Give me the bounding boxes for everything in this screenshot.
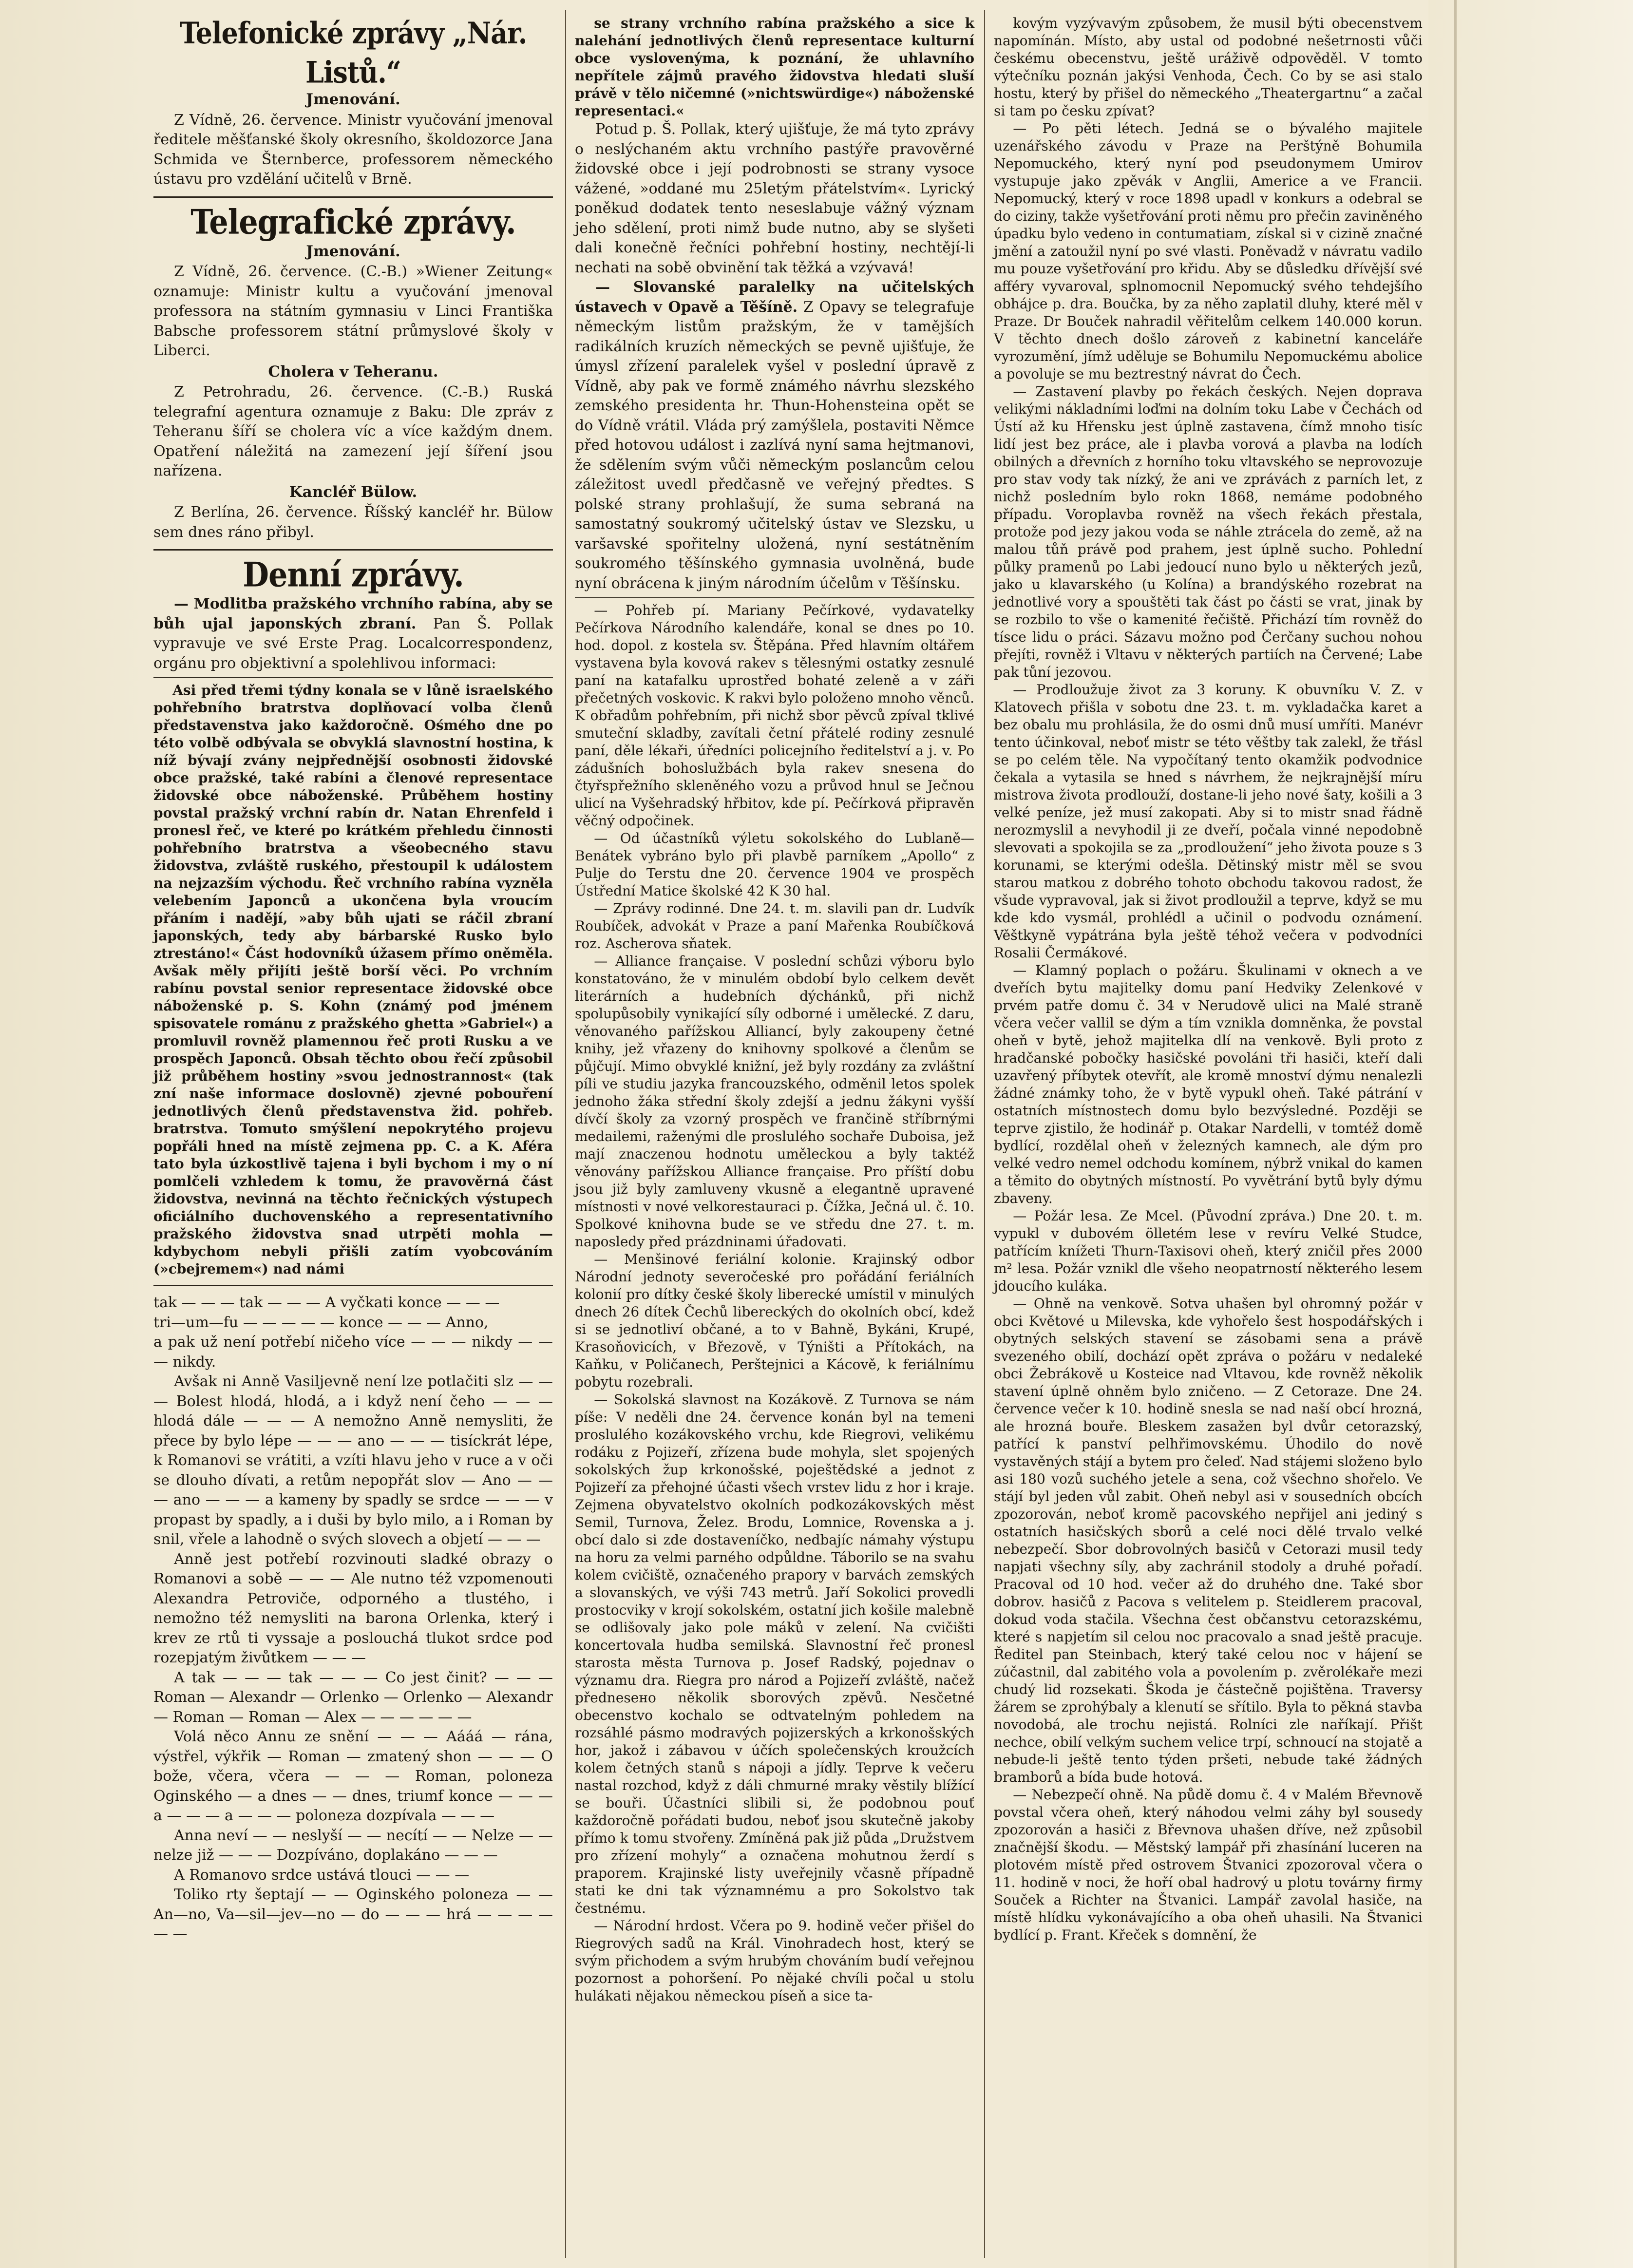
feuilleton-divider [153,1285,553,1286]
holiday-colonies-article: — Menšinové feriální kolonie. Krajinský odbor Národní jednoty severočeské pro pořádání feriálních kolonií pro dítky české školy liberecké umístil v minulých dnech 26 dítek Čechů libereckých do okolních obcí, kdež si se jednotliví občané, a to v Bahně, Bykáni, Krupé, Krasoňovicích, v Březově, v Týništi a Přítokách, na Kaňku, v Poličanech, Perštejnici a Kácově, k feriálnímu pobytu rozebrali. [575,1251,974,1390]
feuilleton-paragraph: A Romanovo srdce ustává tlouci — — — [174,1866,470,1884]
river-shipping-article: — Zastavení plavby po řekách českých. Nejen doprava velikými nákladními loďmi na dolním toku Labe v Čechách od Ústí až ku Hřensku jest úplně zastavena, čímž mnoho tisíc lidí jest bez práce, ale i plavba vorová a plavba na lodích obilných a dřevních z horního toku vltavského se neprovozuje pro stav vody tak nízký, že ani ve zprávách z parních let, z nichž posledním bylo rokn 1868, nemáme podobného případu. Voroplavba rovněž na všech řekách přestala, protože pod jezy jakou voda se náhle ztrácela do země, až na malou tůň právě pod prahem, jest úplně sucho. Pohlední půlky pramenů po Labi jedoucí nuno bylo u některých jezů, jako u klavarského (u Kolína) a brandýského rozebrat na jednotlivé vory a spouštěti tak část po části se vrat, jinak by se rozbilo to vše o kamenité řečiště. Přichází tím rovněž do tísce lidu o práci. Sázavu možno pod Čerčany suchou nohou přejíti, rovněž i Vltavu v některých partiích na Červené; Labe pak tůní jezovou. [994,383,1423,680]
feuilleton-paragraph: A tak — — — tak — — — Co jest činit? — — — Roman — Alexandr — Orlenko — Orlenko — Alexandr — Roman — Roman — Alex — — — — — — [153,1669,553,1726]
rabbi-article-lead: Pan Š. Pollak vypravuje ve své Erste Prag. Localcorrespondenz, orgánu pro objektivní a spolehlivou informaci: [153,615,553,672]
rabbi-article-body: Asi před třemi týdny konala se v lůně israelského pohřebního bratrstva doplňovací volba členů představenstva jako každoročně. Ośmého dne po této volbě odbývala se obvyklá slavnostní hostina, k níž bývají zvány nejpřednější osobnosti židovské obce pražské, také rabíni a členové representace židovské obce náboženské. Průběhem hostiny povstal pražský vrchní rabín dr. Natan Ehrenfeld i pronesl řeč, ve které po krátkém přehledu činnosti pohřebního bratrstva a všeobecného stavu židovstva, zvláště ruského, přestoupil k událostem na nejzazším východu. Řeč vrchního rabína vyzněla velebením Japonců a ukončena byla vroucím přáním i nadějí, »aby bůh ujati se ráčil zbraní japonských, tedy aby bárbarské Rusko bylo ztrestáno!« Část hodovníků úžasem přímo oněměla. Avšak měly přijíti ještě borší věci. Po vrchním rabínu povstal senior representace židovské obce náboženské p. S. Kohn (známý pod jménem spisovatele románu z pražského ghetta »Gabriel«) a promluvil rovněž plamennou řeč proti Rusku a ve prospěch Japonců. Obsah těchto obou řečí způsobil již průběhem hostiny »svou jednostrannost« (tak zní naše informace doslovně) zjevné pobouření jednotlivých členů představenstva žid. pohřeb. bratrstva. Tomuto smýšlení nepokrytého projevu popřáli hned na místě zejmena pp. C. a K. Aféra tato byla úzkostlivě tajena i byli bychom i my o ní pomlčeli vzhledem k tomu, že pravověrná část židovstva, nevinná na těchto řečnických výstupech oficiálního duchovenského a representativního pražského židovstva snad utrpěti mohla — kdybychom nebyli přišli zatím vyobcováním (»cbejremem«) nad námi [153,682,553,1277]
article-divider [153,677,553,678]
rabbi-article-commentary: Potud p. Š. Pollak, který ujišťuje, že má tyto zprávy o neslýchaném aktu vrchního pastýře pravověrné židovské obce i její podrobnosti se strany vysoce vážené, »oddané mu 25letým přátelstvím«. Lyrický poněkud dodatek tento neseslabuje vážný význam jeho sdělení, proti nimž bude nutno, aby se slyšeti dali konečně řečníci pohřební hostiny, nechtějí-li nechati na sobě obvinění tak těžká a vzývavá! [575,121,974,276]
telephone-news-item: Z Vídně, 26. července. Ministr vyučování jmenoval ředitele měšťanské školy okresního, školdozorce Jana Schmida ve Šternberce, professorem německého ústavu pro vzdělání učitelů v Brně. [153,111,553,188]
appointment-subheading: Jmenování. [306,91,400,108]
telephone-news-heading: Telefonické zprávy „Nár. Listů.“ [179,15,527,90]
false-fire-alarm-article: — Klamný poplach o požáru. Škulinami v oknech a ve dveřích bytu majitelky domu paní Hedviky Zelenkové v prvém patře domu č. 34 v Nerudově ulici na Malé straně včera večer vallil se dým a tím vznikla domněnka, že povstal oheň v bytě, jehož majitelka dlí na venkově. Byli proto z hradčanské pobočky hasičské povoláni tři hasiči, kteří dali uzavřený příbytek otevřít, ale kromě mnoství dýmu nenalezli žádné známky toho, že v bytě vypukl oheň. Také pátrání v ostatních místnostech domu bylo bezvýsledné. Později se teprve zjistilo, že hodinář p. Otakar Nardelli, v tomtéž domě bydlící, rozdělal oheň v železných kamnech, ale dým pro velké vedro nemel odchodu komínem, nýbrž vnikal do kamen a těmito do obytných místností. Po vyvětrání bytů byly dýmu zbaveny. [994,962,1423,1206]
page-margin-left [0,0,146,2268]
column-rule-1 [565,10,566,2258]
funeral-article: — Pohřeb pí. Mariany Pečírkové, vydavatelky Pečírkova Národního kalendáře, konal se dnes po 10. hod. dopol. z kostela sv. Štěpána. Před hlavním oltářem vystavena byla kovová rakev s tělesnými ostatky zesnulé paní na katafalku uprostřed bohaté zeleně a v záři přečetných voskovic. K rakvi bylo položeno mnoho věnců. K obřadům pohřebním, při nichž sbor pěvců zpíval tklivé smuteční skladby, zavítali četní přátelé rodiny zesnulé paní, děle lékaři, úředníci policejního ředitelství a j. v. Po zádušních bohoslužbách byla rakev snesena do čtyřspřežního skleněného vozu a průvod hnul se Ječnou ulicí na Vyšehradský hřbitov, kde pí. Pečírková připravěn věčný odpočinek. [575,602,974,829]
telegraph-item-berlin: Z Berlína, 26. července. Říšský kancléř hr. Bülow sem dnes ráno přibyl. [153,504,553,541]
column-1 [153,15,553,1944]
feuilleton-line: a pak už není potřebí ničeho více — — — nikdy — — — nikdy. [153,1334,553,1371]
after-five-years-article: — Po pěti létech. Jedná se o bývalého majitele uzenářského závodu v Praze na Perštýně Bohumila Nepomuckého, který nyní pod pseudonymem Umirov vystupuje jako zpěvák v Anglii, Americe a ve Francii. Nepomucký, který v roce 1898 upadl v konkurs a odebral se do ciziny, takže vyšetřování proti němu pro přečin zaviněného úpadku bylo vedeno in contumatiam, získal si v cizině značné jmění a zatoužil nyní po své vlasti. Poněvadž v návratu vadilo mu pouze vyšetřování pro křidu. Aby se důsledku dřívější své afféry vyvaroval, splnomocnil Nepomucký svého tehdejšího obhájce p. dra. Boučka, by za něho zaplatil dluhy, které měl v Praze. Dr Bouček nahradil věřitelům celkem 140.000 korun. V těchto dnech došlo zároveň z kabinetní kanceláře vyrozumění, jímž uděluje se Bohumilu Nepomuckému abolice a povoluje se mu beztrestný návrat do Čech. [994,120,1423,382]
telegraph-news-heading: Telegrafické zprávy. [190,202,516,242]
article-divider [575,597,974,598]
chancellor-subheading: Kancléř Bülow. [289,483,418,501]
section-divider [153,196,553,198]
feuilleton-paragraph: Avšak ni Anně Vasiljevně není lze potlačiti slz — — — Bolest hlodá, hlodá, a i když není čeho — — — hlodá dále — — — A nemožno Anně nemysliti, že přece by bylo lépe — — — ano — — — tisíckrát lépe, k Romanovi se vrátiti, a vzíti hlavu jeho v ruce a v oči se dlouho dívati, a retům nepopřát slov — Ano — — — ano — — — a kameny by spadly se srdce — — — v propast by spadly, a i duši by bylo milo, a i Roman by snil, vřele a lahodně o svých slovech a objetí — — — [153,1373,553,1548]
forest-fire-article: — Požár lesa. Ze Mcel. (Původní zpráva.) Dne 20. t. m. vypukl v dubovém ölletém lese v revíru Velké Studce, patřícím knížeti Thurn-Taxisovi oheň, který zničil přes 2000 m² lesa. Požár vznikl dle všeho neopatrností některého lesem jdoucího kuláka. [994,1208,1423,1294]
sokol-trip-article: — Od účastníků výletu sokolského do Lublaně—Benátek vybráno bylo při plavbě parníkem „Apollo“ z Pulje do Terstu dne 20. července 1904 ve prospěch Ústřední Matice školské 42 K 30 hal. [575,830,974,899]
feuilleton-text [153,1293,553,1944]
family-news-article: — Zprávy rodinné. Dne 24. t. m. slavili pan dr. Ludvík Roubíček, advokát v Praze a paní Mařenka Roubíčková roz. Ascherova sňatek. [575,900,974,952]
page-margin-right [1428,0,1633,2268]
appointment-subheading-2: Jmenování. [306,242,400,260]
life-extension-article: — Prodloužuje život za 3 koruny. K obuvníku V. Z. v Klatovech přišla v sobotu dne 23. t. m. vykladačka karet a bez obalu mu prohlásila, že do osmi dnů musí umříti. Manévr tento účinkoval, neboť mistr se této věštby tak zalekl, že třásl se po celém těle. Na vypočítaný tento okamžik podvodnice čekala a vytasila se hned s návrhem, že nejkrajnější míru mistrova života prodlouží, dostane-li jeho nové šaty, košili a 3 velké peníze, jež musí zakopati. Aby si to mistr snad řádně nerozmyslil a nevyhodil ji ze dveří, počala vinné nepodobně slevovati a spokojila se za „prodloužení“ jeho života pouze s 3 korunami, se kterými odešla. Dětinský mistr měl se svou starou matkou z dobrého tohoto obchodu takovou radost, že všude vypravoval, jak si život prodloužil a teprve, když se mu kde kdo vysmál, prohlédl a učinil o podvodu oznámení. Věštkyně vypátrána byla ještě téhož večera v podvodníci Rosalii Čermákové. [994,682,1423,961]
rabbi-article-continuation: se strany vrchního rabína pražského a sice k nalehání jednotlivých členů representace kulturní obce vyslovenýma, k poznání, že uhlavního nepřítele zájmů pravého židovstva hledati sluší právě v tělo ničemné (»nichtswürdige«) náboženské representaci.« [575,15,974,119]
fire-danger-article: — Nebezpečí ohně. Na půdě domu č. 4 v Malém Břevnově povstal včera oheň, který náhodou velmi záhy byl sousedy zpozorován a hasiči z Břevnova uhašen dříve, než způsobil značnější škodu. — Městský lampář při zhasínání luceren na plotovém místě před ostrovem Štvanici zpozoroval včera o 11. hodině v noci, že hoří obal hadrový u plotu továrny firmy Souček a Richter na Štvanici. Lampář zavolal hasiče, na místě hlídku vykonávajícího a oba oheň uhasili. Na Štvanici bydlící p. Frant. Křeček s domnění, že [994,1787,1423,1943]
country-fires-article: — Ohně na venkově. Sotva uhašen byl ohromný požár v obci Květové u Milevska, kde vyhořelo šest hospodářských i obytných selských stavení se zásobami sena a právě svezeného obilí, dochází opět zpráva o požáru v nedaleké obci Žebrákově u Kosteice nad Vltavou, kde rovněž několik stavení úplně ohněm bylo zničeno. — Z Cetoraze. Dne 24. července večer k 10. hodině snesla se nad naší obcí hrozná, ale hrozná bouře. Bleskem zasažen byl dvůr cetorazský, patřící k panství pelhřimovskému. Úhodilo do nově vystavěných stájí a bytem pro čeleď. Nad stájemi složeno bylo asi 180 vozů suchého jetele a sena, což všechno shořelo. Ve stájí byl jeden vůl zabit. Oheň nebyl asi v sousedních obcích zpozorován, neboť kromě pacovského nepřijel ani jediný s ostatních hasičských sborů a celé noci dělé trvalo velké nebezpečí. Sbor dobrovolných basičů v Cetorazi musil tedy napjati všechny síly, aby zachránil stodoly a druhé pořadí. Pracoval od 10 hod. večer až do druhého dne. Také sbor dobrov. hasičů z Pacova s velitelem p. Steidlerem pracoval, dokud voda stačila. Všechna čest občanstvu cetorazskému, které s napjetím sil celou noc pracovalo a snad ještě pracuje. Ředitel pan Steinbach, který také celou noc v hájení se zúčastnil, dal zabitého vola a povolením p. zvěrolékaře mezi chudý lid rozsekati. Škoda je částečně pojištěna. Traversy žárem se zprohýbaly a klenutí se sřítilo. Byla to pěkná stavba novodobá, ale trochu nejistá. Rolníci zle naříkají. Přišt nechce, obilí velkým suchem velice trpí, schnoucí na stojatě a nebude-li ještě tento týden pršeti, nebude také žádných bramborů a bída bude hotová. [994,1296,1423,1785]
national-pride-continuation: kovým vyzývavým způsobem, že musil býti obecenstvem napomínán. Místo, aby ustal od podobné nešetrnosti vůči českému obecenstvu, ještě uráživě odpověděl. V tomto výtečníku poznán jakýsi Venhoda, Čech. Co by se asi stalo hostu, který by přišel do německého „Theatergartnu“ a začal si tam po česku zpívat? [994,15,1423,119]
alliance-francaise-article: — Alliance française. V poslední schůzi výboru bylo konstatováno, že v minulém období bylo celkem devět literárních a hudebních dýchánků, při nichž spolupůsobily vynikající síly odborné i umělecké. Z daru, věnovaného pařížskou Alliancí, byly zakoupeny četné knihy, jež vřazeny do knihovny spolkové a členům se půjčují. Mimo obvyklé knižní, jež byly rozdány za zvláštní píli ve studiu jazyka francouzského, odměnil letos spolek jednoho žáka střední školy zdejší a jednu žákyni vyšší dívčí školy za vzorný prospěch ve frančině stříbrnými medailemi, raženými dle proslulého sochaře Duboisa, jež mají znaczenou hodnotu uměleckou a byly taktéž věnovány pařížskou Alliance française. Pro příští dobu jsou již byly zamluveny vkusně a elegantně upravené místnosti v nové velkorestauraci p. Čížka, Ječná ul. č. 10. Spolkové knihovna bude se ve středu dne 27. t. m. naposledy před prázdninami úřadovati. [575,953,974,1250]
feuilleton-line: tak — — — tak — — — A vyčkati konce — — — [153,1294,500,1311]
column-3 [994,15,1423,1944]
feuilleton-paragraph: Anna neví — — neslyší — — necítí — — Nelze — — nelze již — — — Dozpíváno, doplakáno — — — [153,1827,553,1864]
column-2 [575,15,974,2005]
telegraph-item-petrograd: Z Petrohradu, 26. července. (C.-B.) Ruská telegrafní agentura oznamuje z Baku: Dle zpráv z Teheranu šíří se cholera víc a více každým dnem. Opatření náležitá na zamezení její šíření jsou nařízena. [153,383,553,479]
column-rule-2 [984,10,985,2258]
page-fold-line [1454,0,1457,2268]
feuilleton-paragraph: Volá něco Annu ze snění — — — Aááá — rána, výstřel, výkřik — Roman — zmatený shon — — — O bože, včera, včera — — — Roman, poloneza Oginského — a dnes — — dnes, triumf konce — — — a — — — a — — — poloneza dozpívala — — — [153,1728,553,1824]
cholera-subheading: Cholera v Teheranu. [268,362,438,381]
slavonic-parallels-body: Z Opavy se telegrafuje německým listům pražským, že v tamějších radikálních kruzích německých se pevně ujišťuje, že úmysl zřízení paralelek vyšel v poslední úpravě z Vídně, aby pak ve formě známého návrhu slezského zemského presidenta hr. Thun-Hohensteina opět se do Vídně vrátil. Vláda prý zamýšlela, postaviti Němce před hotovou událost i zazlívá nyní sama hejtmanovi, že sdělením svým vůči německým poslancům celou záležitost uvedl předčasně ve veřejný předtes. S polské strany prohlašují, že suma sebraná na samostatný soukromý učitelský ústav ve Slezsku, u varšavské spořitelny uložená, nyní sestátněním soukromého těšínského gymnasia uvolněná, bude nyní obrácena k jiným národním účelům v Těšínsku. [575,298,974,592]
national-pride-article: — Národní hrdost. Včera po 9. hodině večer přišel do Riegrových sadů na Král. Vinohradech host, který se svým přichodem a svým hrubým chováním budí veřejnou pozornost a pohoršení. Po nějaké chvíli počal u stolu hulákati nějakou německou píseň a sice ta- [575,1918,974,2004]
section-divider-2 [153,549,553,551]
daily-news-heading: Denní zprávy. [243,554,464,595]
feuilleton-paragraph: Anně jest potřebí rozvinouti sladké obrazy o Romanovi a sobě — — — Ale nutno též vzpomenouti Alexandra Petroviče, odporného a tlustého, i nemožno též nemysliti na barona Orlenka, který i krev ze rtů ti vyssaje a poslouchá tlukot srdce pod rozepjatým živůtkem — — — [153,1550,553,1666]
kozakov-celebration-article: — Sokolská slavnost na Kozákově. Z Turnova se nám píše: V neděli dne 24. července konán byl na temeni proslulého kozákovského vrchu, kde Riegrovi, velikému rodáku z Pojizeří, zřízena bude mohyla, slet spojených sokolských žup krkonošské, poještědské a jednot z Pojizeří za přehojné účasti všech vrstev lidu z hor i kraje. Zejmena obyvatelstvo okolních podkozákovských měst Semil, Turnova, Želez. Brodu, Lomnice, Rovenska a j. obcí dalo si zde dostaveníčko, nedbajíc námahy výstupu na horu za velmi parného odpůldne. Táborilo se na svahu kolem cvičiště, označeného prapory v barvách zemských a slovanských, ve výši 743 metrů. Jaří Sokolici provedli prostocviky v krojí sokolském, ostatní jich košile malebně se odlišovaly jako pole máků v zelení. Na cvičišti koncertovala hudba semilská. Slavnostní řeč pronesl starosta města Turnova p. Josef Radský, pojednav o významu dra. Riegra pro národ a Pojizeří zvláště, načež přednesено několik sborových zpěvů. Nesčetné obecenstvo kochalo se odtvatelným pohledem na rozsáhlé pásmo modravých pojizerských a krkonošských hor, jakož i zábavou v účích společenských kroužcích kolem četných stanů s nápoji a jídly. Teprve k večeru nastal rozchod, když z dáli chmurné mraky věstily blížící se bouři. Účastníci slibili si, že podobnou pouť každoročně pořádati budou, neboť jsou skutečně jakoby přímo k tomu stvořeny. Zmíněná pak již půda „Družstvem pro zřízení mohyly“ a označena mohutnou žerdí s praporem. Krajinské listy uveřejnily včasně případně stati ke dni tak významnému a pro Sokolstvo tak čestnému. [575,1391,974,1916]
slavonic-parallels-title: — Slovanské paralelky na učitelských ústavech v Opavě a Těšíně. [575,279,974,316]
rabbi-article-title: — Modlitba pražského vrchního rabína, aby se bůh ujal japonských zbraní. [153,595,553,632]
feuilleton-line: tri—um—fu — — — — — konce — — — Anno, [153,1314,489,1331]
telegraph-item-vienna: Z Vídně, 26. července. (C.-B.) »Wiener Zeitung« oznamuje: Ministr kultu a vyučování jmenoval professora na státním gymnasiu v Linci Františka Babsche professorem státní průmyslové školy v Liberci. [153,263,553,359]
feuilleton-paragraph: Toliko rty šeptají — — Oginského poloneza — — An—no, Va—sil—jev—no — do — — — hrá — — — — — — [153,1886,553,1943]
